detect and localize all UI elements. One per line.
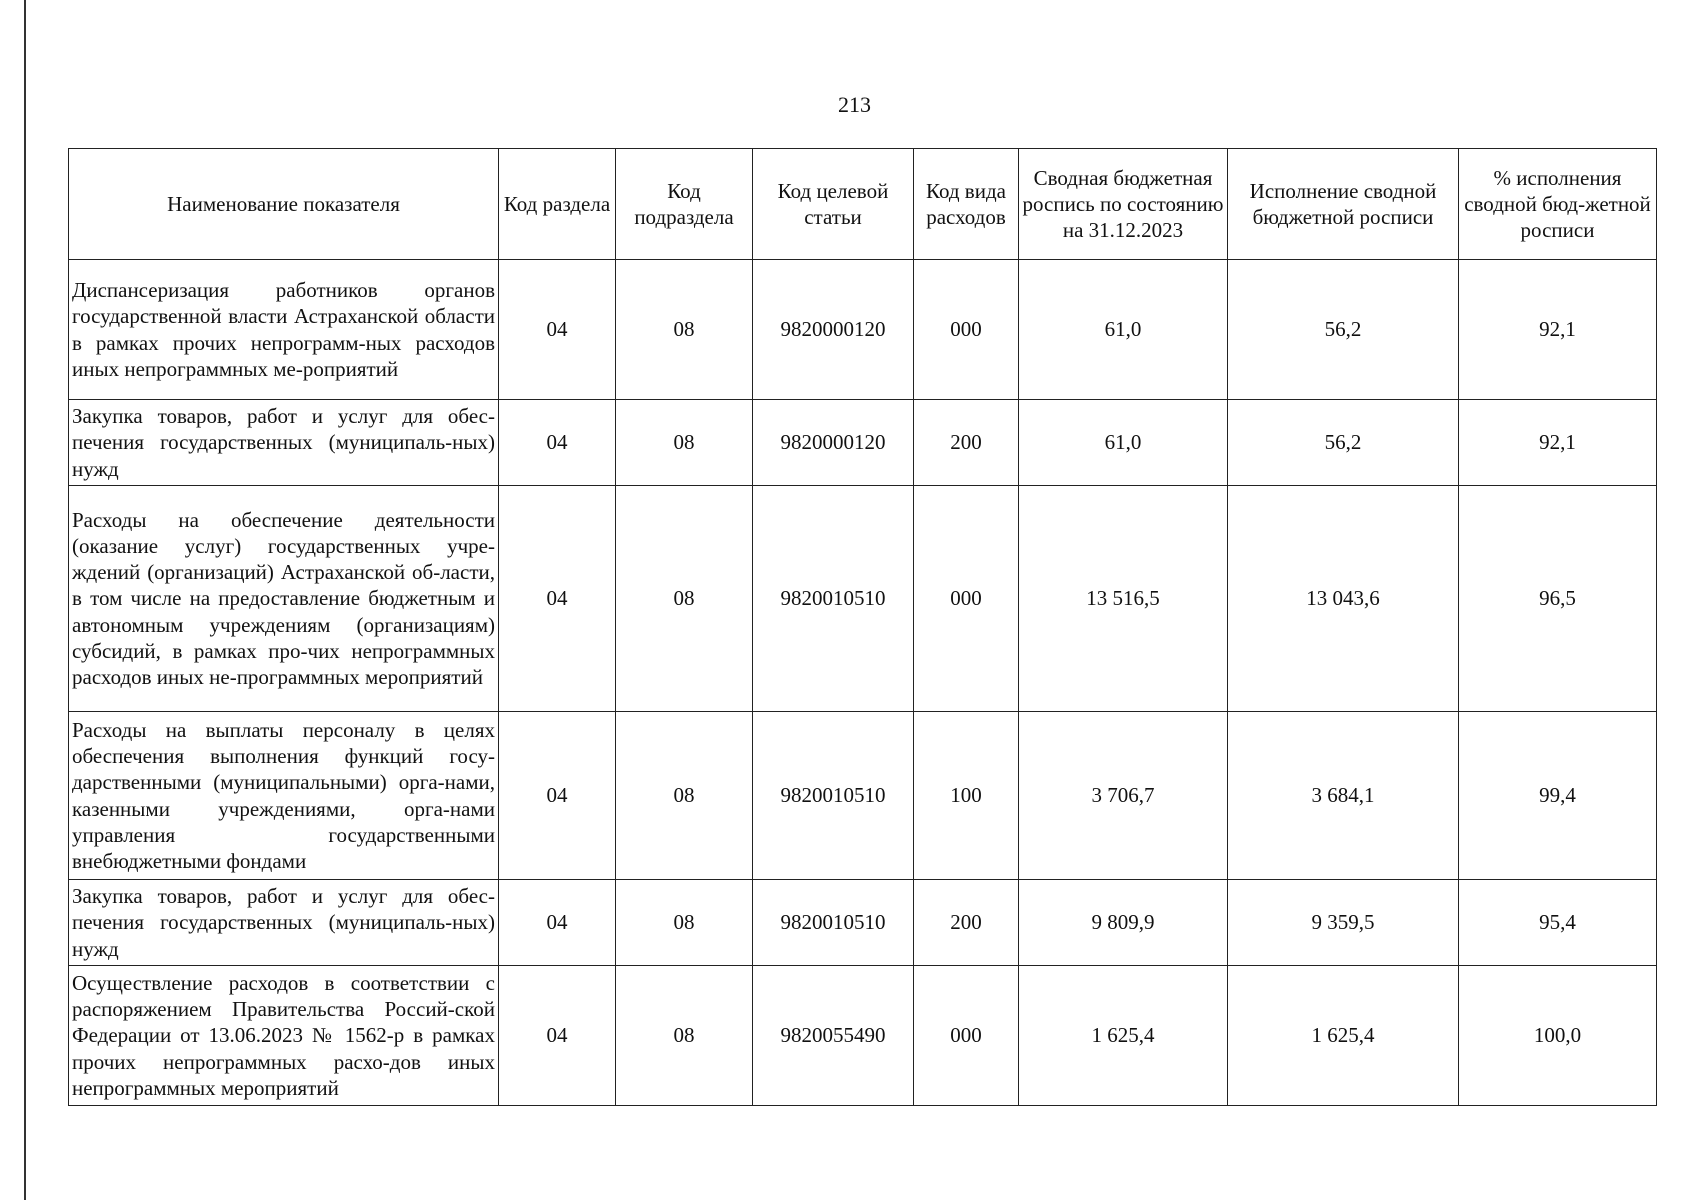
row-execution-percent: 99,4 bbox=[1459, 712, 1657, 880]
row-target-code: 9820000120 bbox=[753, 260, 914, 400]
row-expense-type-code: 200 bbox=[914, 400, 1019, 486]
row-subsection-code: 08 bbox=[616, 966, 753, 1106]
row-budget-execution: 1 625,4 bbox=[1228, 966, 1459, 1106]
header-target-code: Код целевой статьи bbox=[753, 149, 914, 260]
row-execution-percent: 100,0 bbox=[1459, 966, 1657, 1106]
row-name: Осуществление расходов в соответствии с распоряжением Правительства Россий-ской Федерации от 13.06.2023 № 1562-р в рамках прочих непрограммных расхо-дов иных непрограммных мероприятий bbox=[69, 966, 499, 1106]
row-expense-type-code: 000 bbox=[914, 486, 1019, 712]
row-execution-percent: 92,1 bbox=[1459, 260, 1657, 400]
binding-margin-line bbox=[24, 0, 26, 1200]
row-section-code: 04 bbox=[499, 400, 616, 486]
row-budget-plan: 61,0 bbox=[1019, 400, 1228, 486]
row-name: Расходы на обеспечение деятельности (оказание услуг) государственных учре-ждений (организаций) Астраханской об-ласти, в том числе на предоставление бюджетным и автономным учреждениям (организациям) субсидий, в рамках про-чих непрограммных расходов иных не-программных мероприятий bbox=[69, 486, 499, 712]
table-row bbox=[69, 486, 1657, 712]
row-subsection-code: 08 bbox=[616, 400, 753, 486]
table-row bbox=[69, 966, 1657, 1106]
row-budget-plan: 1 625,4 bbox=[1019, 966, 1228, 1106]
row-target-code: 9820000120 bbox=[753, 400, 914, 486]
header-budget-execution: Исполнение сводной бюджетной росписи bbox=[1228, 149, 1459, 260]
table-row bbox=[69, 712, 1657, 880]
row-execution-percent: 92,1 bbox=[1459, 400, 1657, 486]
header-indicator-name: Наименование показателя bbox=[69, 149, 499, 260]
row-section-code: 04 bbox=[499, 712, 616, 880]
row-section-code: 04 bbox=[499, 260, 616, 400]
row-expense-type-code: 200 bbox=[914, 880, 1019, 966]
row-expense-type-code: 000 bbox=[914, 966, 1019, 1106]
row-budget-plan: 9 809,9 bbox=[1019, 880, 1228, 966]
header-section-code: Код раздела bbox=[499, 149, 616, 260]
header-budget-plan: Сводная бюджетная роспись по состоянию на 31.12.2023 bbox=[1019, 149, 1228, 260]
row-target-code: 9820055490 bbox=[753, 966, 914, 1106]
row-section-code: 04 bbox=[499, 880, 616, 966]
row-section-code: 04 bbox=[499, 486, 616, 712]
header-expense-type-code: Код вида расходов bbox=[914, 149, 1019, 260]
table-header-row bbox=[69, 149, 1657, 260]
row-name: Расходы на выплаты персоналу в целях обеспечения выполнения функций госу-дарственными (муниципальными) орга-нами, казенными учреждениями, орга-нами управления государственными внебюджетными фондами bbox=[69, 712, 499, 880]
table-row bbox=[69, 880, 1657, 966]
row-subsection-code: 08 bbox=[616, 260, 753, 400]
row-budget-plan: 3 706,7 bbox=[1019, 712, 1228, 880]
row-name: Закупка товаров, работ и услуг для обес-печения государственных (муниципаль-ных) нужд bbox=[69, 880, 499, 966]
budget-execution-table bbox=[68, 148, 1657, 1106]
page-number: 213 bbox=[838, 92, 871, 117]
row-target-code: 9820010510 bbox=[753, 712, 914, 880]
row-section-code: 04 bbox=[499, 966, 616, 1106]
row-budget-execution: 56,2 bbox=[1228, 260, 1459, 400]
row-target-code: 9820010510 bbox=[753, 486, 914, 712]
table-row bbox=[69, 260, 1657, 400]
header-execution-percent: % исполнения сводной бюд-жетной росписи bbox=[1459, 149, 1657, 260]
row-budget-execution: 9 359,5 bbox=[1228, 880, 1459, 966]
row-name: Диспансеризация работников органов государственной власти Астраханской области в рамках прочих непрограмм-ных расходов иных непрограммных ме-роприятий bbox=[69, 260, 499, 400]
row-budget-plan: 13 516,5 bbox=[1019, 486, 1228, 712]
row-execution-percent: 96,5 bbox=[1459, 486, 1657, 712]
row-budget-plan: 61,0 bbox=[1019, 260, 1228, 400]
row-budget-execution: 13 043,6 bbox=[1228, 486, 1459, 712]
row-budget-execution: 3 684,1 bbox=[1228, 712, 1459, 880]
table-row bbox=[69, 400, 1657, 486]
row-expense-type-code: 000 bbox=[914, 260, 1019, 400]
row-expense-type-code: 100 bbox=[914, 712, 1019, 880]
row-execution-percent: 95,4 bbox=[1459, 880, 1657, 966]
row-subsection-code: 08 bbox=[616, 712, 753, 880]
row-subsection-code: 08 bbox=[616, 880, 753, 966]
header-subsection-code: Код подраздела bbox=[616, 149, 753, 260]
row-target-code: 9820010510 bbox=[753, 880, 914, 966]
row-subsection-code: 08 bbox=[616, 486, 753, 712]
row-name: Закупка товаров, работ и услуг для обес-печения государственных (муниципаль-ных) нужд bbox=[69, 400, 499, 486]
row-budget-execution: 56,2 bbox=[1228, 400, 1459, 486]
